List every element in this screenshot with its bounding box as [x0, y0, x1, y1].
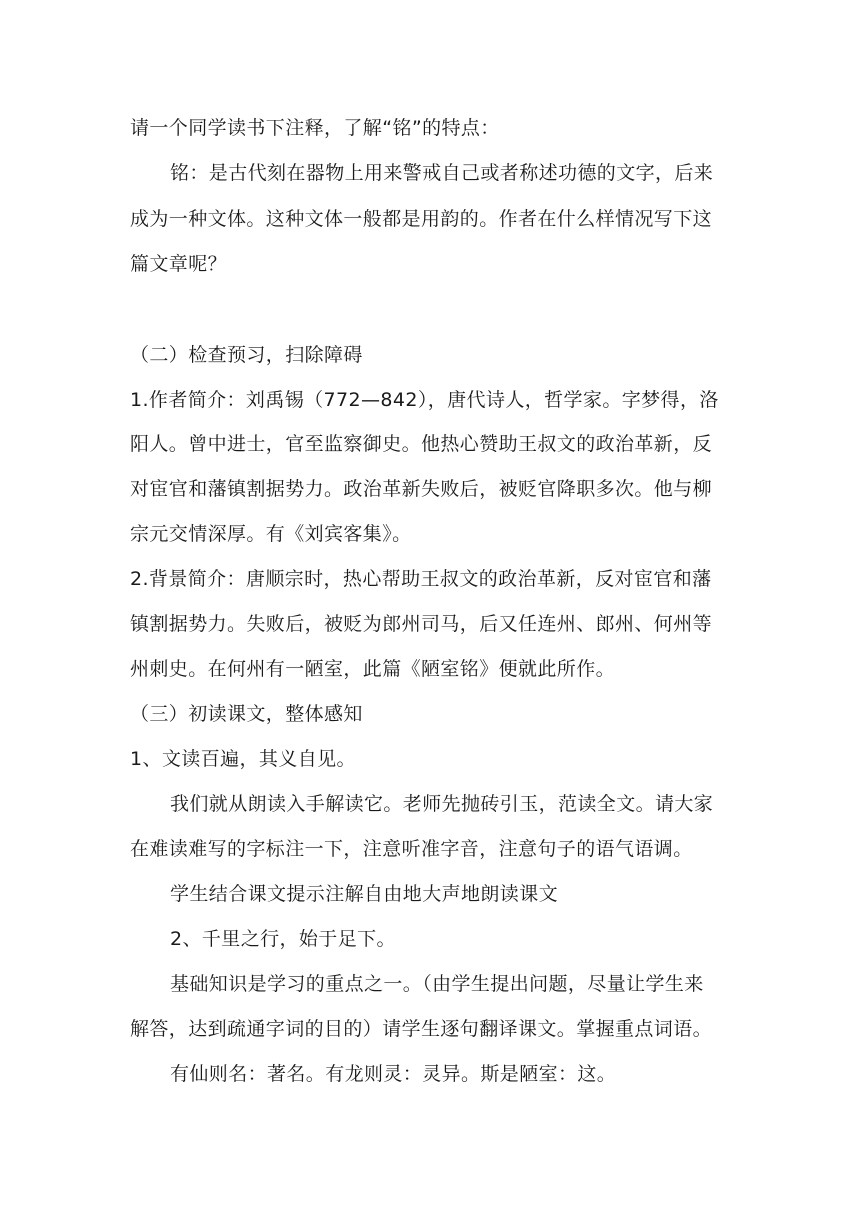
ming-definition-line-1: 铭：是古代刻在器物上用来警戒自己或者称述功德的文字，后来 — [170, 162, 714, 184]
ming-definition-line-2: 成为一种文体。这种文体一般都是用韵的。作者在什么样情况写下这 — [130, 208, 713, 230]
reading-paragraph-line-2: 在难读难写的字标注一下，注意听准字音，注意句子的语气语调。 — [130, 838, 693, 860]
author-intro-line-1: 1.作者简介：刘禹锡（772—842），唐代诗人，哲学家。字梦得，洛 — [130, 389, 719, 411]
background-intro-line-2: 镇割据势力。失败后，被贬为郎州司马，后又任连州、郎州、何州等 — [130, 613, 713, 635]
author-intro-line-3: 对宦官和藩镇割据势力。政治革新失败后，被贬官降职多次。他与柳 — [130, 478, 713, 500]
section-heading-2: （二）检查预习，扫除障碍 — [130, 344, 363, 366]
author-intro-line-4: 宗元交情深厚。有《刘宾客集》。 — [130, 523, 412, 545]
intro-instruction: 请一个同学读书下注释，了解“铭”的特点： — [130, 117, 500, 139]
subheading-1: 1、文读百遍，其义自见。 — [130, 748, 356, 770]
reading-paragraph-line-1: 我们就从朗读入手解读它。老师先抛砖引玉，范读全文。请大家 — [170, 793, 714, 815]
section-heading-3: （三）初读课文，整体感知 — [130, 703, 363, 725]
basics-paragraph-line-1: 基础知识是学习的重点之一。（由学生提出问题，尽量让学生来 — [170, 973, 704, 995]
author-intro-line-2: 阳人。曾中进士，官至监察御史。他热心赞助王叔文的政治革新，反 — [130, 433, 713, 455]
ming-definition-line-3: 篇文章呢？ — [130, 253, 228, 275]
vocabulary-line: 有仙则名：著名。有龙则灵：灵异。斯是陋室：这。 — [170, 1063, 617, 1085]
background-intro-line-3: 州刺史。在何州有一陋室，此篇《陋室铭》便就此所作。 — [130, 658, 616, 680]
background-intro-line-1: 2.背景简介：唐顺宗时，热心帮助王叔文的政治革新，反对宦官和藩 — [130, 568, 712, 590]
basics-paragraph-line-2: 解答，达到疏通字词的目的）请学生逐句翻译课文。掌握重点词语。 — [130, 1018, 713, 1040]
student-reading-line: 学生结合课文提示注解自由地大声地朗读课文 — [170, 883, 559, 905]
subheading-2: 2、千里之行，始于足下。 — [170, 928, 396, 950]
